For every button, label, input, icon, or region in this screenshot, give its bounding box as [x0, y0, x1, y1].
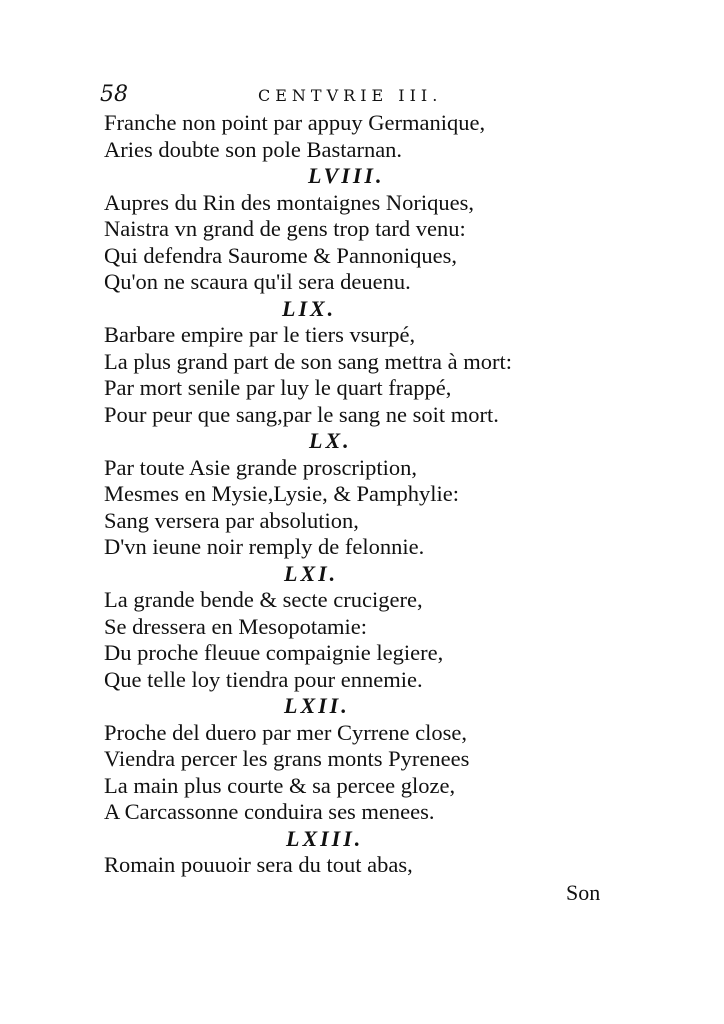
verse-line: Par toute Asie grande proscription,	[104, 454, 418, 480]
quatrain-number: LXII.	[284, 693, 350, 718]
verse-line: La main plus courte & sa percee gloze,	[104, 772, 456, 798]
verse-line: Franche non point par appuy Germanique,	[104, 110, 486, 135]
verse-line: A Carcassonne conduira ses menees.	[104, 799, 435, 824]
catchword: Son	[566, 880, 601, 905]
page-number: 58	[100, 82, 128, 107]
verse-line: Romain pouuoir sera du tout abas,	[104, 852, 413, 877]
verse-line: La plus grand part de son sang mettra à mort:	[104, 348, 513, 374]
verse-line: Par mort senile par luy le quart frappé,	[104, 375, 452, 400]
quatrain-number: LVIII.	[308, 163, 385, 188]
verse-line: Du proche fleuue compaignie legiere,	[104, 640, 444, 665]
verse-line: Qui defendra Saurome & Pannoniques,	[104, 242, 458, 268]
running-title: CENTVRIE III.	[258, 86, 443, 105]
quatrain-number: LXIII.	[286, 825, 364, 851]
verse-block	[104, 110, 584, 879]
verse-line: D'vn ieune noir remply de felonnie.	[104, 534, 425, 559]
verse-line: Proche del duero par mer Cyrrene close,	[104, 719, 467, 745]
page-header	[100, 82, 500, 112]
quatrain-number: LIX.	[282, 295, 337, 321]
verse-line: Que telle loy tiendra pour ennemie.	[104, 666, 423, 692]
verse-line: Sang versera par absolution,	[104, 507, 359, 533]
verse-line: Mesmes en Mysie,Lysie, & Pamphylie:	[104, 481, 459, 506]
quatrain-number: LXI.	[284, 560, 339, 586]
verse-line: Qu'on ne scaura qu'il sera deuenu.	[104, 269, 411, 294]
verse-line: Aries doubte son pole Bastarnan.	[104, 136, 403, 162]
verse-line: La grande bende & secte crucigere,	[104, 587, 423, 612]
verse-line: Naistra vn grand de gens trop tard venu:	[104, 216, 466, 241]
verse-line: Barbare empire par le tiers vsurpé,	[104, 322, 416, 347]
verse-line: Viendra percer les grans monts Pyrenees	[104, 746, 470, 771]
verse-line: Pour peur que sang,par le sang ne soit mort.	[104, 401, 499, 427]
verse-line: Aupres du Rin des montaignes Noriques,	[104, 189, 474, 215]
quatrain-number: LX.	[309, 428, 352, 453]
verse-line: Se dressera en Mesopotamie:	[104, 613, 368, 639]
